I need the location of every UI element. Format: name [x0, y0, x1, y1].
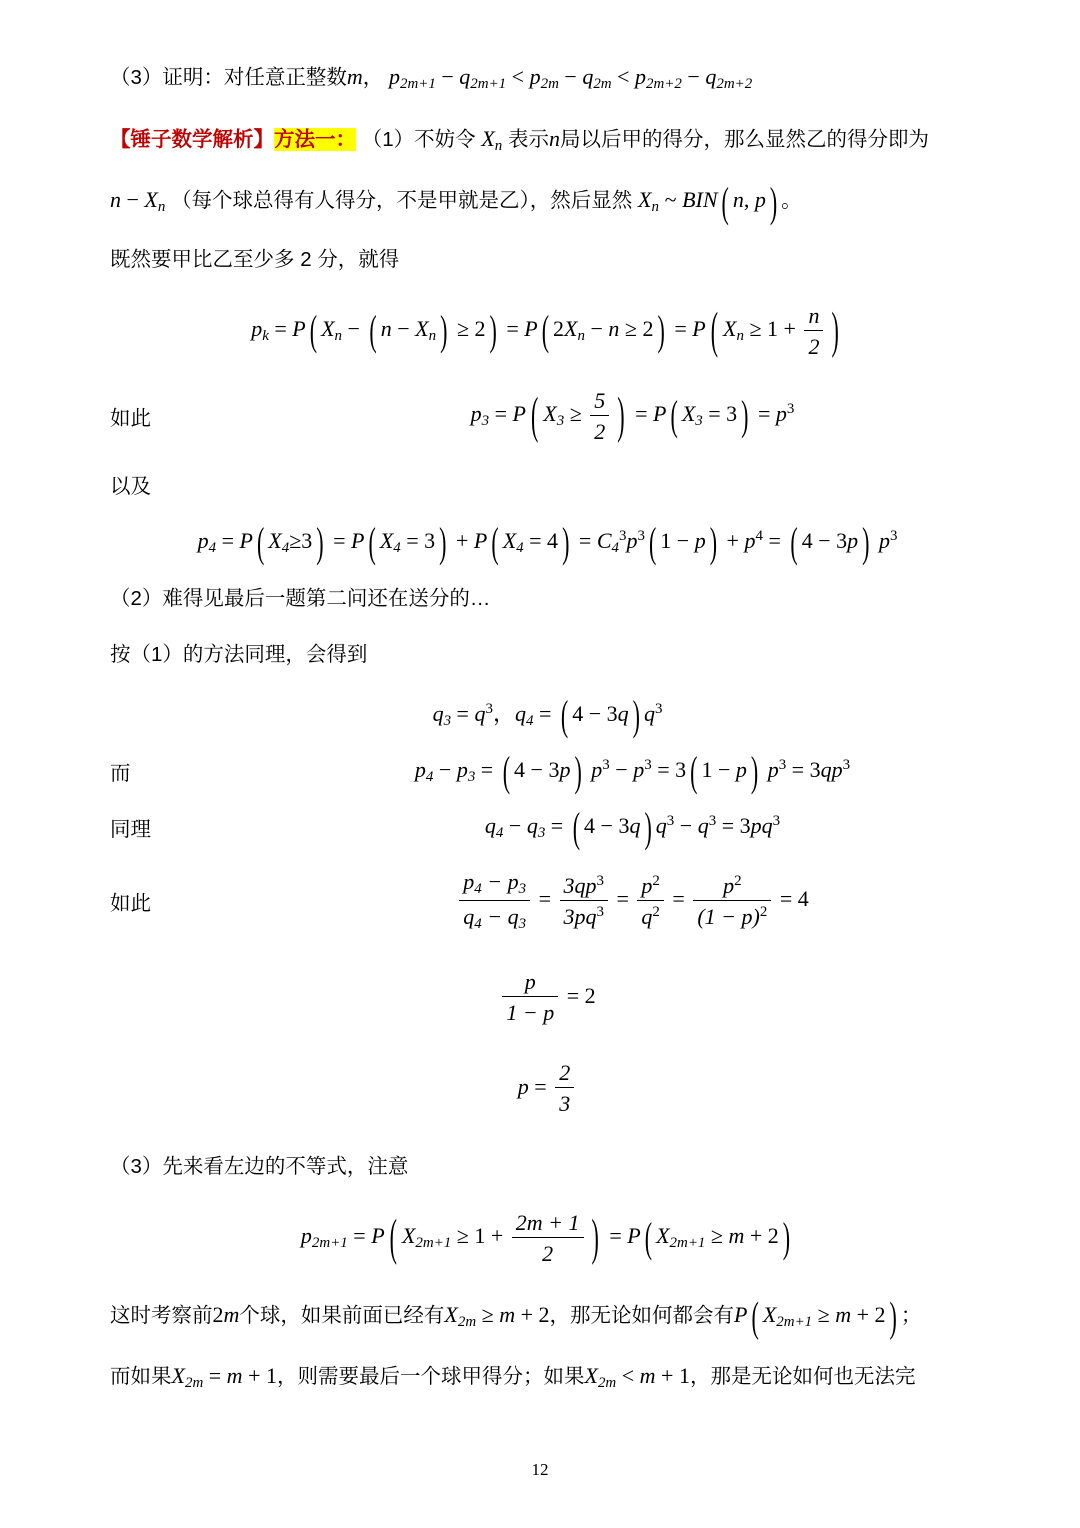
expr-2m: 2m	[212, 1301, 240, 1327]
equation-p2m1-body: $p_{2m+1} = P$ ( $X_{2m+1} \ge 1$ + $\frac{2m + 1}{2}$ ) = P ( $X_{2m+1} \ge m + 2$ )	[300, 1208, 791, 1267]
equation-p-value-body: p = $\frac{2}{3}$	[518, 1074, 577, 1099]
var-Xn-1: $X_n$	[481, 125, 503, 154]
if-text-a: 而如果	[110, 1365, 172, 1389]
label-ruci-2: 如此	[110, 892, 151, 916]
equation-ratio-body: $\frac{p_4 - p_3}{q_4 - q_3}$ = $\frac{3qp^3}{3pq^3}$ = $\frac{p^2}{q^2}$ = $\frac{p^2}{(1 - p)^2}$ = 4	[456, 886, 808, 911]
paragraph-analysis-header	[110, 122, 985, 158]
analysis-text-c: 局以后甲的得分，那么显然乙的得分即为	[559, 127, 929, 151]
equation-p-over-1-minus-p-body: $\frac{p}{1 - p}$ = 2	[499, 983, 595, 1008]
paragraph-same-method	[110, 640, 985, 671]
expr-X2m-eq: $X_{2m} = m + 1$	[171, 1363, 277, 1392]
part-3-text: （3）先来看左边的不等式，注意	[110, 1154, 409, 1178]
expr-binomial: ~ BIN ( n, p )	[664, 178, 778, 226]
analysis-text-a: （1）不妨令	[361, 127, 476, 151]
analysis-text-d: （每个球总得有人得分，不是甲就是乙），然后显然	[171, 189, 633, 213]
var-m: m	[346, 64, 363, 89]
equation-p-over-1-minus-p	[110, 968, 985, 1027]
semicolon-1: ；	[900, 1303, 922, 1327]
equation-q3-q4	[110, 691, 985, 739]
paragraph-yiji	[110, 472, 985, 503]
equation-p4-body: $p_4 = P$ ( $X_4\ge 3$ ) = P ( $X_4 = 3$ ) + P ( $X_4 = 4$ ) = $C_4^3p^3$ ( 1 − p ) + $p^4$ = ( 4 − 3p ) $p^3$	[197, 518, 898, 567]
equation-ratio	[280, 868, 985, 934]
part-2-text: （2）难得见最后一题第二问还在送分的…	[110, 586, 491, 610]
label-er: 而	[110, 762, 131, 786]
expr-X2m-lt: $X_{2m} < m + 1$	[584, 1363, 690, 1392]
equation-q4-minus-q3	[280, 802, 985, 851]
equation-p3-body: $p_3 = P$ ( $X_3$ ≥ $\frac{5}{2}$ ) = P ( $X_3 = 3$ ) = $p^3$	[470, 386, 795, 445]
paragraph-part-2	[110, 584, 985, 615]
equation-pk	[110, 302, 985, 361]
consider-text-b: 个球，如果前面已经有	[239, 1303, 445, 1327]
row-equation-p4-minus-p3	[110, 746, 985, 795]
row-equation-p3	[110, 387, 985, 446]
var-n-1: n	[548, 125, 560, 151]
equation-q4-minus-q3-body: $q_4 - q_3$ = ( 4 − 3q ) $q^3 - q^3 = 3pq^3$	[484, 802, 781, 851]
paragraph-at-least-2	[110, 245, 985, 276]
at-least-2-text: 既然要甲比乙至少多 2 分，就得	[110, 247, 400, 271]
label-ruci-1: 如此	[110, 407, 151, 431]
comma: ，	[362, 66, 384, 89]
equation-pk-body: $p_k = P$ ( $X_n$ − ( $n - X_n$ ) ≥ 2 ) = P ( $2X_n - n \ge 2$ ) = P ( $X_n \ge 1$ + $\frac{n}{2}$ )	[251, 301, 839, 360]
paragraph-if-case	[110, 1359, 985, 1395]
equation-p4-minus-p3-body: $p_4 - p_3$ = ( 4 − 3p ) $p^3 - p^3 = 3$ ( 1 − p ) $p^3 = 3qp^3$	[414, 746, 851, 795]
paragraph-analysis-line2	[110, 178, 985, 226]
method-one-label: 方法一：	[274, 127, 356, 151]
same-method-text: 按（1）的方法同理，会得到	[110, 643, 368, 667]
equation-q3-q4-body: $q_3 = q^3$，$q_4$ = ( 4 − 3q ) $q^3$	[432, 691, 663, 739]
equation-p-value	[110, 1059, 985, 1118]
if-text-b: ，则需要最后一个球甲得分；如果	[276, 1365, 585, 1389]
var-Xn-2: $X_n$	[638, 187, 659, 216]
expr-P-X2m1: P ( $X_{2m+1} \ge m + 2$ )	[734, 1292, 897, 1341]
row-equation-ratio	[110, 868, 985, 934]
expr-n-minus-Xn: $n - X_n$	[110, 187, 166, 216]
paragraph-problem-3	[110, 60, 985, 96]
paragraph-consider-2m	[110, 1292, 985, 1341]
analysis-tag: 【锤子数学解析】	[110, 127, 274, 151]
label-yiji: 以及	[110, 474, 151, 498]
inequality-chain: $p_{2m+1} - q_{2m+1} < p_{2m} - q_{2m} < p_{2m+2} - q_{2m+2}$	[389, 64, 753, 93]
analysis-text-b: 表示	[507, 127, 549, 151]
consider-text-c: ，那无论如何都会有	[549, 1303, 735, 1327]
paragraph-part-3	[110, 1152, 985, 1183]
equation-p4	[110, 518, 985, 567]
equation-p2m1	[110, 1209, 985, 1268]
label-tongli: 同理	[110, 818, 151, 842]
page-number: 12	[531, 1460, 549, 1479]
equation-p3	[280, 387, 985, 446]
equation-p4-minus-p3	[280, 746, 985, 795]
problem-3-prefix: （3）证明：对任意正整数	[110, 66, 347, 89]
period-1: 。	[781, 189, 802, 213]
expr-X2m-ge: $X_{2m} \ge m + 2$	[444, 1301, 550, 1330]
row-equation-q4-minus-q3	[110, 802, 985, 851]
consider-text-a: 这时考察前	[110, 1303, 213, 1327]
if-text-c: ，那是无论如何也无法完	[689, 1365, 916, 1389]
